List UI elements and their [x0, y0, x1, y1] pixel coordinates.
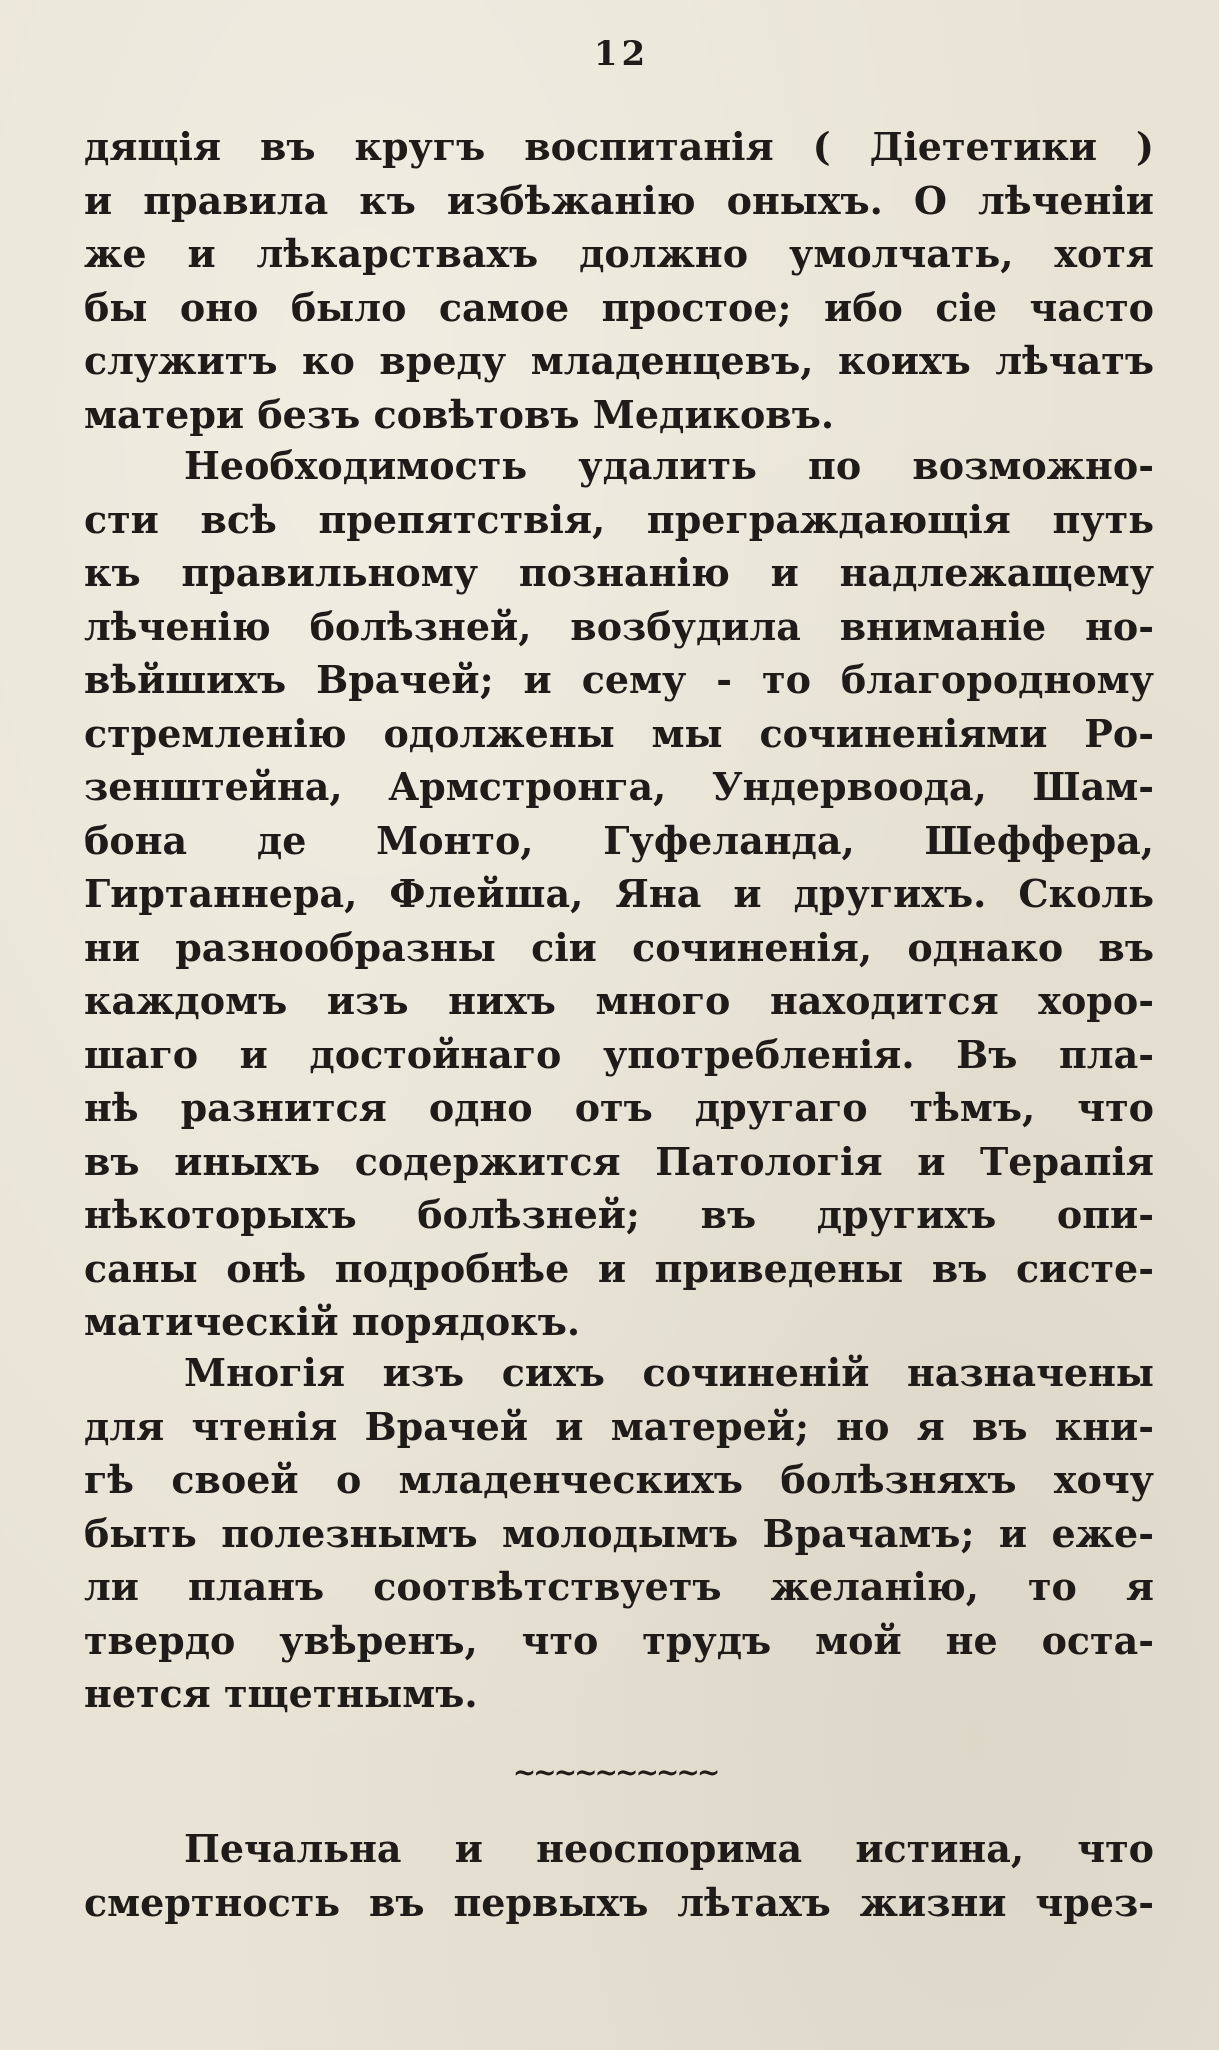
section-divider: ~~~~~~~~~~ [512, 1756, 718, 1789]
text-line: матическій порядокъ. [84, 1299, 581, 1344]
text-line: смертность въ первыхъ лѣтахъ жизни чрез- [84, 1879, 1154, 1925]
text-line: Многія изъ сихъ сочиненій назначены [184, 1350, 1154, 1395]
text-line: стремленію одолжены мы сочиненіями Ро- [84, 710, 1154, 756]
text-line: же и лѣкарствахъ должно умолчать, хотя [84, 231, 1154, 276]
text-line: и правила къ избѣжанію оныхъ. О лѣченіи [84, 177, 1154, 223]
text-line: дящія въ кругъ воспитанія ( Діететики ) [84, 124, 1154, 169]
text-line: къ правильному познанію и надлежащему [84, 550, 1154, 595]
text-line: сти всѣ препятствія, преграждающія путь [84, 496, 1154, 542]
text-line: нется тщетнымъ. [84, 1671, 478, 1716]
text-line: каждомъ изъ нихъ много находится хоро- [84, 978, 1154, 1023]
paragraph-necessity [84, 439, 1154, 1349]
text-line: саны онѣ подробнѣе и приведены въ систе- [84, 1245, 1154, 1291]
text-line: вѣйшихъ Врачей; и сему - то благородному [84, 657, 1154, 702]
paragraph-sad-truth [84, 1822, 1154, 1929]
text-line: служитъ ко вреду младенцевъ, коихъ лѣчатъ [84, 338, 1154, 383]
text-line: зенштейна, Армстронга, Ундервоода, Шам- [84, 764, 1154, 809]
text-line: гѣ своей о младенческихъ болѣзняхъ хочу [84, 1457, 1154, 1502]
text-line: Необходимость удалить по возможно- [184, 443, 1154, 488]
text-line: нѣкоторыхъ болѣзней; въ другихъ опи- [84, 1192, 1154, 1237]
text-line: нѣ разнится одно отъ другаго тѣмъ, что [84, 1085, 1154, 1130]
text-line: въ иныхъ содержится Патологія и Терапія [84, 1138, 1154, 1184]
text-line: быть полезнымъ молодымъ Врачамъ; и еже- [84, 1510, 1154, 1556]
text-line: лѣченію болѣзней, возбудила вниманіе но- [84, 603, 1154, 649]
text-line: бы оно было самое простое; ибо сіе часто [84, 284, 1154, 330]
text-line: матери безъ совѣтовъ Медиковъ. [84, 391, 835, 437]
paragraph-continued [84, 120, 1154, 441]
text-line: ли планъ соотвѣтствуетъ желанію, то я [84, 1564, 1154, 1609]
text-line: твердо увѣренъ, что трудъ мой не оста- [84, 1617, 1154, 1663]
text-line: бона де Монто, Гуфеланда, Шеффера, [84, 817, 1154, 863]
page-number: 12 [593, 34, 650, 74]
text-line: Печальна и неоспорима истина, что [184, 1826, 1154, 1871]
text-line: для чтенія Врачей и матерей; но я въ кни- [84, 1403, 1154, 1449]
text-line: шаго и достойнаго употребленія. Въ пла- [84, 1031, 1154, 1077]
text-line: Гиртаннера, Флейша, Яна и другихъ. Сколь [84, 871, 1154, 916]
text-line: ни разнообразны сіи сочиненія, однако въ [84, 924, 1154, 970]
paragraph-many [84, 1346, 1154, 1721]
